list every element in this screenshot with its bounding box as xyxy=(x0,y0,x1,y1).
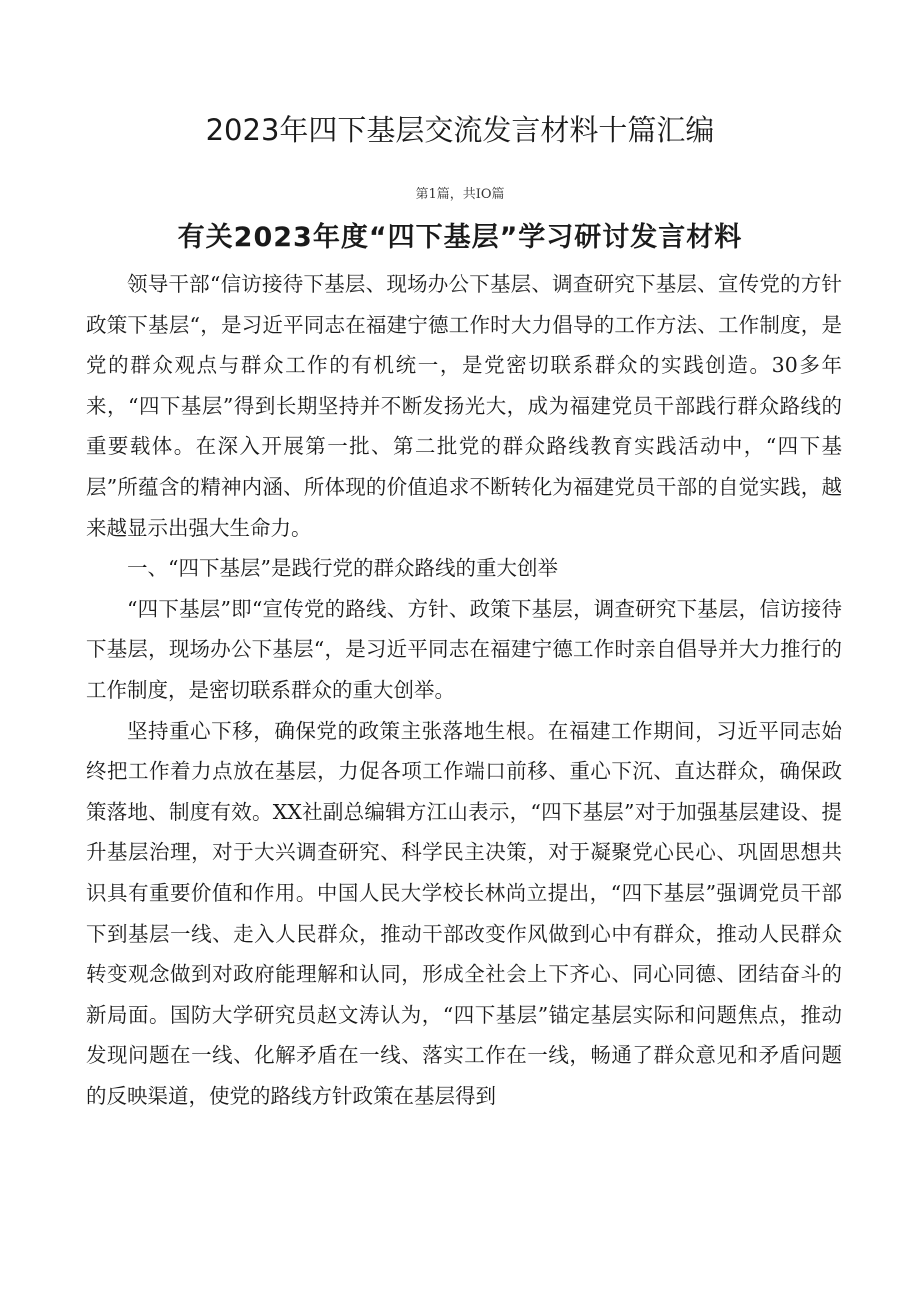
document-title: 2023年四下基层交流发言材料十篇汇编 xyxy=(205,113,715,147)
body-paragraph: 坚持重心下移，确保党的政策主张落地生根。在福建工作期间，习近平同志始终把工作着力点放在基层，力促各项工作端口前移、重心下沉、直达群众，确保政策落地、制度有效。XX社副总编辑方江山表示，“四下基层”对于加强基层建设、提升基层治理，对于大兴调查研究、科学民主决策，对于凝聚党心民心、巩固思想共识具有重要价值和作用。中国人民大学校长林尚立提出，“四下基层”强调党员干部下到基层一线、走入人民群众，推动干部改变作风做到心中有群众，推动人民群众转变观念做到对政府能理解和认同，形成全社会上下齐心、同心同德、团结奋斗的新局面。国防大学研究员赵文涛认为，“四下基层”锚定基层实际和问题焦点，推动发现问题在一线、化解矛盾在一线、落实工作在一线，畅通了群众意见和矛盾问题的反映渠道，使党的路线方针政策在基层得到 xyxy=(86,718,842,1108)
body-paragraph: “四下基层”即“宣传党的路线、方针、政策下基层，调查研究下基层，信访接待下基层，现场办公下基层“，是习近平同志在福建宁德工作时亲自倡导并大力推行的工作制度，是密切联系群众的重大创举。 xyxy=(86,596,842,702)
article-title: 有关2023年度“四下基层”学习研讨发言材料 xyxy=(177,222,743,253)
part-label: 第1篇，共IO篇 xyxy=(415,187,505,202)
article-body xyxy=(86,264,842,1116)
body-paragraph: 领导干部“信访接待下基层、现场办公下基层、调查研究下基层、宣传党的方针政策下基层“，是习近平同志在福建宁德工作时大力倡导的工作方法、工作制度，是党的群众观点与群众工作的有机统一，是党密切联系群众的实践创造。30多年来，“四下基层”得到长期坚持并不断发扬光大，成为福建党员干部践行群众路线的重要载体。在深入开展第一批、第二批党的群众路线教育实践活动中，“四下基层”所蕴含的精神内涵、所体现的价值追求不断转化为福建党员干部的自觉实践，越来越显示出强大生命力。 xyxy=(86,272,842,540)
section-heading: 一、“四下基层”是践行党的群众路线的重大创举 xyxy=(127,556,558,581)
